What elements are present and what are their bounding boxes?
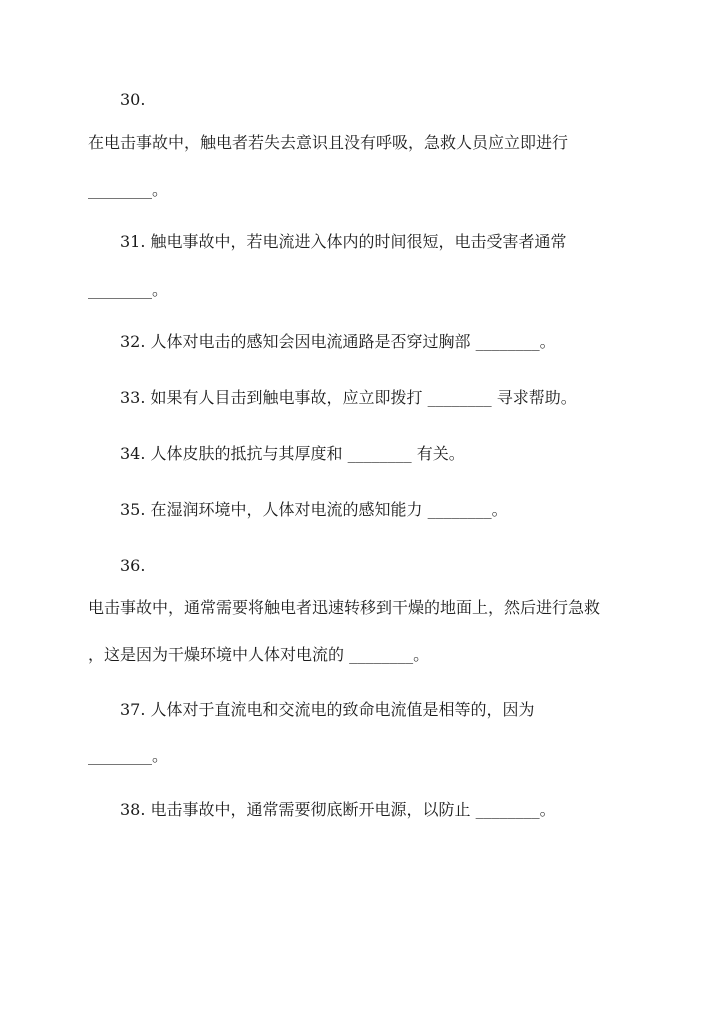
question-38-text: 38. 电击事故中，通常需要彻底断开电源，以防止 ________。 bbox=[120, 800, 556, 819]
question-37-blank: ________。 bbox=[88, 746, 169, 765]
question-30-blank: ________。 bbox=[88, 180, 169, 199]
question-32-text: 32. 人体对电击的感知会因电流通路是否穿过胸部 ________。 bbox=[120, 332, 556, 351]
question-35-text: 35. 在湿润环境中，人体对电流的感知能力 ________。 bbox=[120, 500, 508, 519]
question-36-number: 36. bbox=[120, 556, 146, 575]
question-37-text: 37. 人体对于直流电和交流电的致命电流值是相等的，因为 bbox=[120, 700, 535, 719]
question-36-text-cont: ，这是因为干燥环境中人体对电流的 ________。 bbox=[88, 645, 430, 664]
question-33-text: 33. 如果有人目击到触电事故，应立即拨打 ________ 寻求帮助。 bbox=[120, 388, 577, 407]
question-30-text: 在电击事故中，触电者若失去意识且没有呼吸，急救人员应立即进行 bbox=[88, 133, 569, 152]
question-30-number: 30. bbox=[120, 90, 146, 109]
question-31-blank: ________。 bbox=[88, 280, 169, 299]
question-31-text: 31. 触电事故中，若电流进入体内的时间很短，电击受害者通常 bbox=[120, 232, 567, 251]
question-34-text: 34. 人体皮肤的抵抗与其厚度和 ________ 有关。 bbox=[120, 444, 465, 463]
question-36-text: 电击事故中，通常需要将触电者迅速转移到干燥的地面上，然后进行急救 bbox=[88, 598, 601, 617]
